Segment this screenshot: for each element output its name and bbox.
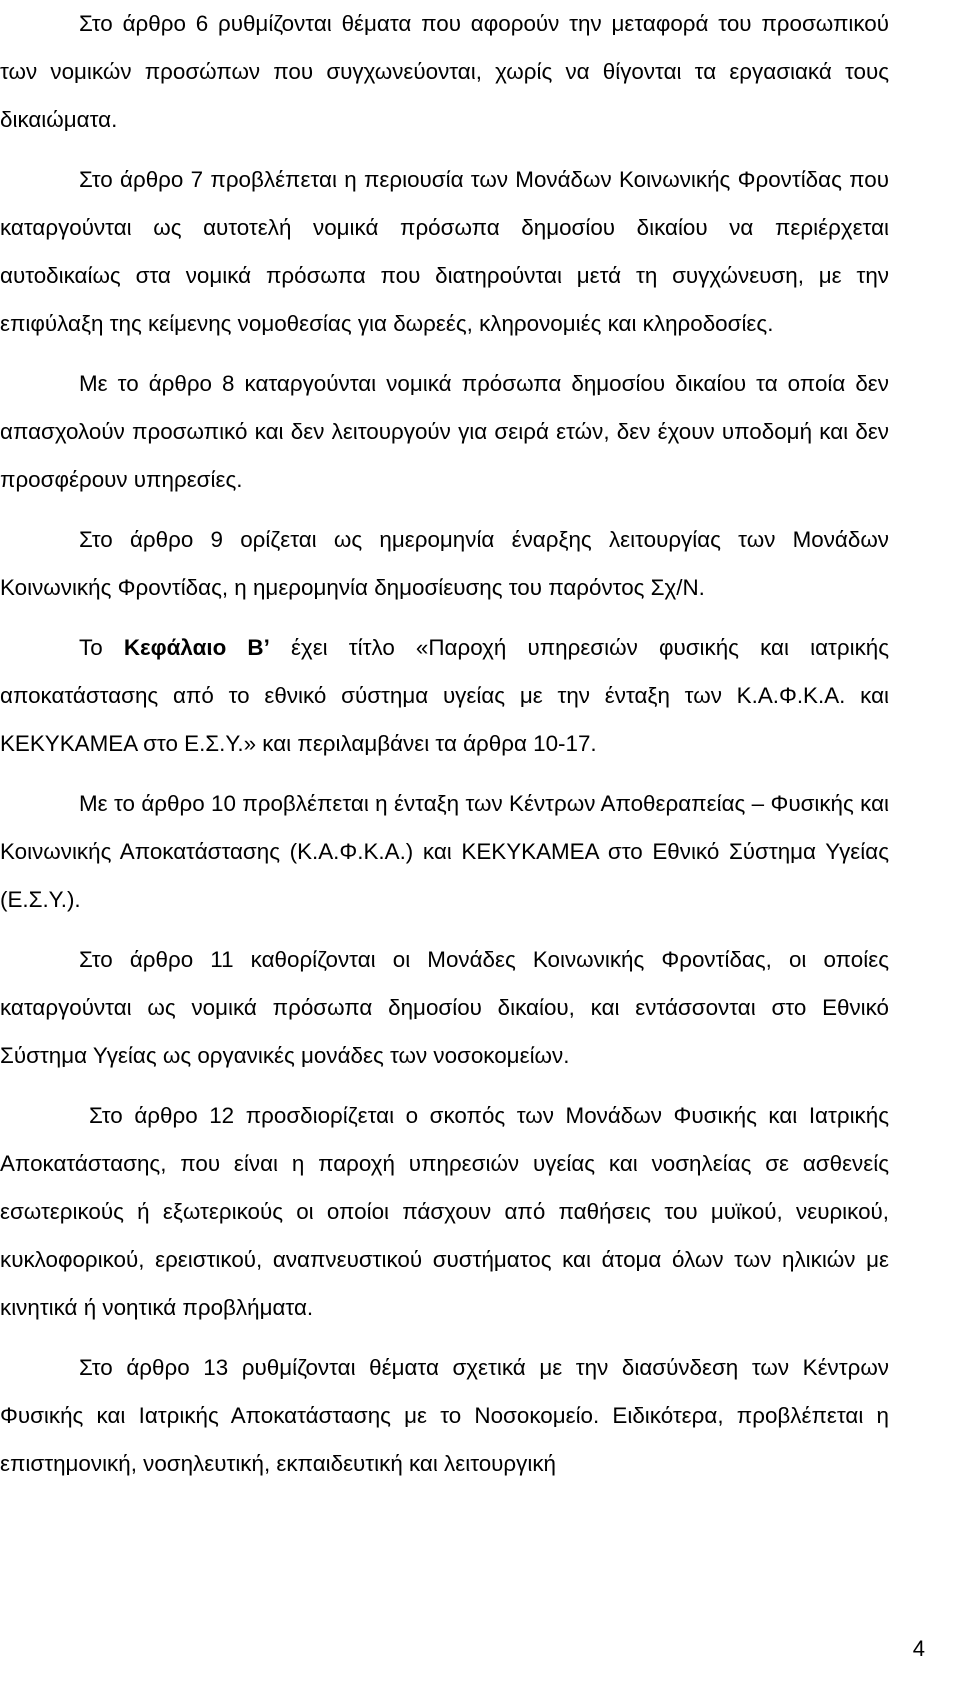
paragraph-article-9: Στο άρθρο 9 ορίζεται ως ημερομηνία έναρξης λειτουργίας των Μονάδων Κοινωνικής Φροντίδας, η ημερομηνία δημοσίευσης του παρόντος Σχ/Ν. [0, 527, 889, 600]
paragraph-article-6: Στο άρθρο 6 ρυθμίζονται θέματα που αφορούν την μεταφορά του προσωπικού των νομικών προσώπων που συγχωνεύονται, χωρίς να θίγονται τα εργασιακά τους δικαιώματα. [0, 11, 889, 132]
paragraph-article-7: Στο άρθρο 7 προβλέπεται η περιουσία των Μονάδων Κοινωνικής Φροντίδας που καταργούνται ως αυτοτελή νομικά πρόσωπα δημοσίου δικαίου να περιέρχεται αυτοδικαίως στα νομικά πρόσωπα που διατηρούνται μετά τη συγχώνευση, με την επιφύλαξη της κείμενης νομοθεσίας για δωρεές, κληρονομιές και κληροδοσίες. [0, 167, 889, 336]
chapter-text-before: Το [79, 635, 124, 660]
paragraph-article-13: Στο άρθρο 13 ρυθμίζονται θέματα σχετικά με την διασύνδεση των Κέντρων Φυσικής και Ιατρικής Αποκατάστασης με το Νοσοκομείο. Ειδικότερα, προβλέπεται η επιστημονική, νοσηλευτική, εκπαιδευτική και λειτουργική [0, 1355, 889, 1476]
paragraph-article-12: Στο άρθρο 12 προσδιορίζεται ο σκοπός των Μονάδων Φυσικής και Ιατρικής Αποκατάστασης, που είναι η παροχή υπηρεσιών υγείας και νοσηλείας σε ασθενείς εσωτερικούς ή εξωτερικούς οι οποίοι πάσχουν από παθήσεις του μυϊκού, νευρικού, κυκλοφορικού, ερειστικού, αναπνευστικού συστήματος και άτομα όλων των ηλικιών με κινητικά ή νοητικά προβλήματα. [0, 1103, 889, 1320]
paragraph-article-11: Στο άρθρο 11 καθορίζονται οι Μονάδες Κοινωνικής Φροντίδας, οι οποίες καταργούνται ως νομικά πρόσωπα δημοσίου δικαίου, και εντάσσονται στο Εθνικό Σύστημα Υγείας ως οργανικές μονάδες των νοσοκομείων. [0, 947, 889, 1068]
paragraph-article-8: Με το άρθρο 8 καταργούνται νομικά πρόσωπα δημοσίου δικαίου τα οποία δεν απασχολούν προσωπικό και δεν λειτουργούν για σειρά ετών, δεν έχουν υποδομή και δεν προσφέρουν υπηρεσίες. [0, 371, 889, 492]
page-number: 4 [912, 1636, 925, 1661]
paragraph-chapter-b [0, 624, 889, 768]
paragraph-article-10: Με το άρθρο 10 προβλέπεται η ένταξη των Κέντρων Αποθεραπείας – Φυσικής και Κοινωνικής Αποκατάστασης (Κ.Α.Φ.Κ.Α.) και ΚΕΚΥΚΑΜΕΑ στο Εθνικό Σύστημα Υγείας (Ε.Σ.Υ.). [0, 791, 889, 912]
chapter-text-after: έχει τίτλο «Παροχή υπηρεσιών φυσικής και ιατρικής αποκατάστασης από το εθνικό σύστημα υγείας με την ένταξη των Κ.Α.Φ.Κ.Α. και ΚΕΚΥΚΑΜΕΑ στο Ε.Σ.Υ.» και περιλαμβάνει τα άρθρα 10-17. [0, 635, 890, 756]
chapter-title-bold: Κεφάλαιο Β’ [123, 635, 270, 660]
